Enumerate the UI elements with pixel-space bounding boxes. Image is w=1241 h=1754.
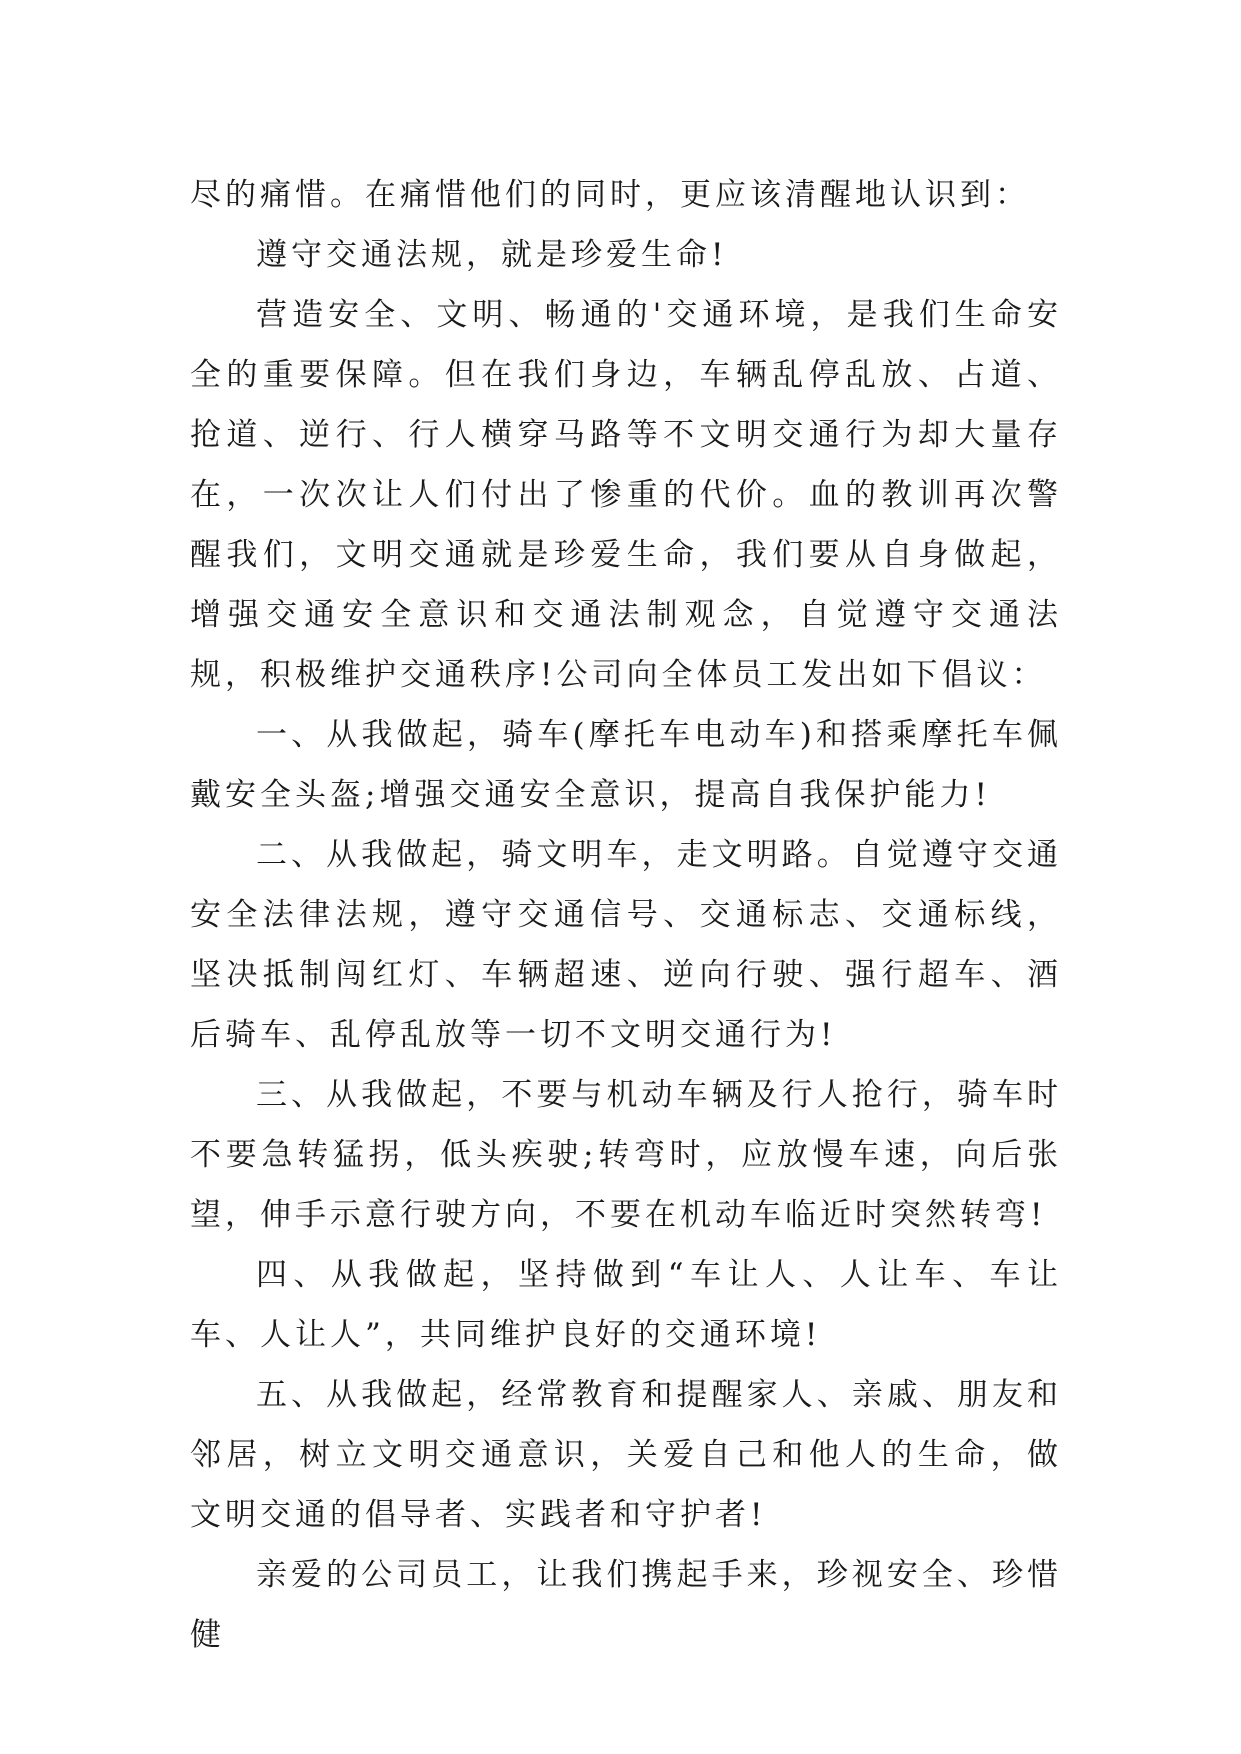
paragraph-proposal-4: 四、从我做起，坚持做到“车让人、人让车、车让车、人让人”，共同维护良好的交通环境!	[190, 1257, 1062, 1353]
paragraph-closing: 亲爱的公司员工，让我们携起手来，珍视安全、珍惜健	[190, 1557, 1062, 1653]
paragraph-introduction: 营造安全、文明、畅通的'交通环境，是我们生命安全的重要保障。但在我们身边，车辆乱停乱放、占道、抢道、逆行、行人横穿马路等不文明交通行为却大量存在，一次次让人们付出了惨重的代价。血的教训再次警醒我们，文明交通就是珍爱生命，我们要从自身做起，增强交通安全意识和交通法制观念，自觉遵守交通法规，积极维护交通秩序!公司向全体员工发出如下倡议：	[190, 297, 1062, 693]
paragraph-slogan: 遵守交通法规，就是珍爱生命!	[256, 237, 728, 273]
paragraph-proposal-5: 五、从我做起，经常教育和提醒家人、亲戚、朋友和邻居，树立文明交通意识，关爱自己和他人的生命，做文明交通的倡导者、实践者和守护者!	[190, 1377, 1062, 1533]
paragraph-proposal-1: 一、从我做起，骑车(摩托车电动车)和搭乘摩托车佩戴安全头盔;增强交通安全意识，提高自我保护能力!	[190, 717, 1062, 813]
document-body	[190, 165, 1062, 1665]
paragraph-proposal-3: 三、从我做起，不要与机动车辆及行人抢行，骑车时不要急转猛拐，低头疾驶;转弯时，应放慢车速，向后张望，伸手示意行驶方向，不要在机动车临近时突然转弯!	[190, 1077, 1062, 1233]
paragraph-proposal-2: 二、从我做起，骑文明车，走文明路。自觉遵守交通安全法律法规，遵守交通信号、交通标志、交通标线，坚决抵制闯红灯、车辆超速、逆向行驶、强行超车、酒后骑车、乱停乱放等一切不文明交通行为!	[190, 837, 1062, 1053]
paragraph-continuation: 尽的痛惜。在痛惜他们的同时，更应该清醒地认识到：	[190, 177, 1030, 213]
